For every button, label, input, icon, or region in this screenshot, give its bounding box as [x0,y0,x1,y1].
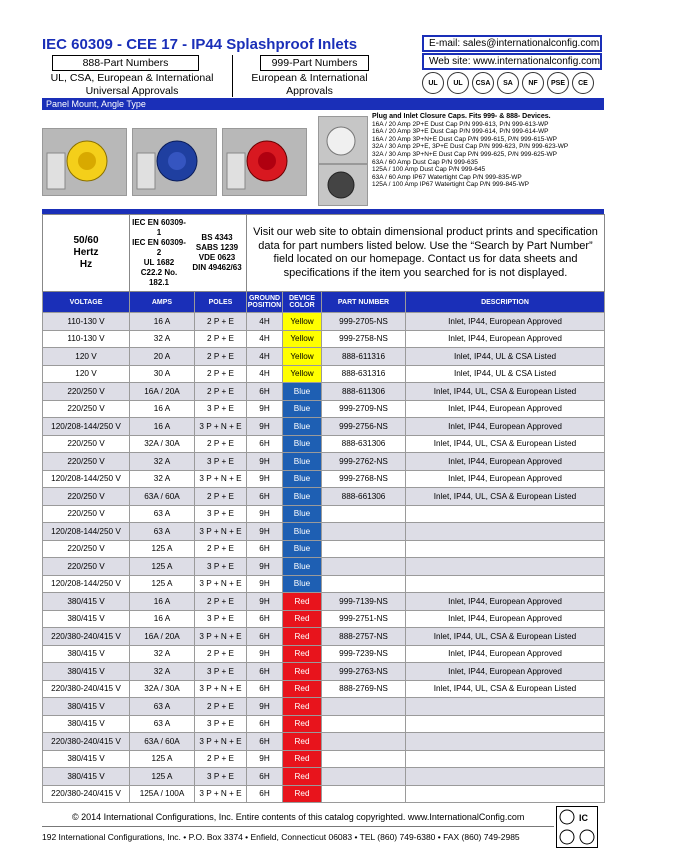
table-body [43,313,605,803]
table-cell: 9H [247,470,283,488]
frequency-cell: 50/60 Hertz Hz [43,215,130,292]
page-title: IEC 60309 - CEE 17 - IP44 Splashproof Inlets [42,36,358,53]
table-cell: 4H [247,348,283,366]
table-cell: 2 P + E [195,365,247,383]
header-divider [232,55,233,97]
table-cell: 6H [247,383,283,401]
table-cell: 6H [247,680,283,698]
table-cell [406,750,605,768]
footer-address: 192 International Configurations, Inc. • P.O. Box 3374 • Enfield, Connecticut 06083 • TEL (860) 749-6380 • FAX (860) 749-2985 [42,832,520,842]
table-row [43,593,605,611]
table-cell: Blue [283,418,322,436]
table-cell: 6H [247,663,283,681]
table-row [43,383,605,401]
caps-line: 32A / 30 Amp 2P+E, 3P+E Dust Cap P/N 999-623, P/N 999-623-WP [372,143,569,151]
table-cell: 63 A [130,715,195,733]
table-cell: 3 P + E [195,715,247,733]
cert-logo-icon: SA [497,72,519,94]
table-cell [322,715,406,733]
table-cell[interactable]: 888-2757-NS [322,628,406,646]
table-cell: 125A / 100A [130,785,195,803]
table-cell: 63 A [130,505,195,523]
table-cell[interactable]: 888-611316 [322,348,406,366]
table-cell: 3 P + N + E [195,470,247,488]
table-cell: 2 P + E [195,593,247,611]
table-cell: 380/415 V [43,663,130,681]
table-row [43,470,605,488]
table-cell [322,698,406,716]
table-cell: 3 P + E [195,610,247,628]
table-cell: 9H [247,575,283,593]
table-cell: 220/250 V [43,558,130,576]
table-cell[interactable]: 999-2751-NS [322,610,406,628]
table-cell: 6H [247,610,283,628]
caps-line: 32A / 30 Amp 3P+N+E Dust Cap P/N 999-625, P/N 999-625-WP [372,150,557,158]
standards-col2 [188,218,246,288]
table-cell: Inlet, IP44, UL, CSA & European Listed [406,435,605,453]
info-row [43,215,605,292]
table-row [43,628,605,646]
table-row [43,453,605,471]
table-cell: 2 P + E [195,330,247,348]
table-cell: Yellow [283,313,322,331]
table-cell: Red [283,785,322,803]
table-cell: 30 A [130,365,195,383]
table-cell: 3 P + E [195,453,247,471]
table-cell: 220/380-240/415 V [43,680,130,698]
table-cell: 32 A [130,470,195,488]
table-cell[interactable]: 999-7239-NS [322,645,406,663]
table-cell: 63A / 60A [130,488,195,506]
table-row [43,348,605,366]
table-cell: 120/208-144/250 V [43,575,130,593]
table-cell[interactable]: 888-2769-NS [322,680,406,698]
yellow-inlet-icon [43,129,126,195]
dust-cap-icon [319,117,367,163]
yellow-inlet-photo [42,128,127,196]
table-row [43,680,605,698]
table-cell[interactable]: 999-2762-NS [322,453,406,471]
table-cell[interactable]: 888-661306 [322,488,406,506]
caps-line: 63A / 60 Amp IP67 Watertight Cap P/N 999-835-WP [372,173,522,181]
blue-inlet-photo [132,128,217,196]
table-cell [406,558,605,576]
table-cell [406,523,605,541]
table-cell: 220/250 V [43,488,130,506]
table-cell: Inlet, IP44, European Approved [406,610,605,628]
part-999-label: 999-Part Numbers [260,55,369,71]
table-cell [322,768,406,786]
table-cell: 3 P + N + E [195,785,247,803]
table-cell: 6H [247,540,283,558]
table-row [43,575,605,593]
section-bar: Panel Mount, Angle Type [42,98,604,110]
table-cell [406,715,605,733]
std2-line: SABS 1239 [195,243,239,252]
table-cell: 2 P + E [195,435,247,453]
table-cell: Inlet, IP44, European Approved [406,400,605,418]
table-cell: 3 P + E [195,558,247,576]
cert-logo-icon: UL [447,72,469,94]
table-cell: Red [283,610,322,628]
cert-logo-icon: NF [522,72,544,94]
table-cell: 220/380-240/415 V [43,785,130,803]
column-header: DESCRIPTION [406,292,605,313]
table-cell: 125 A [130,558,195,576]
table-cell: 125 A [130,768,195,786]
table-cell: 6H [247,715,283,733]
table-cell: 63 A [130,523,195,541]
table-cell: Inlet, IP44, UL & CSA Listed [406,348,605,366]
table-cell: Inlet, IP44, European Approved [406,663,605,681]
caps-line: 16A / 20 Amp 3P+N+E Dust Cap P/N 999-615, P/N 999-615-WP [372,135,557,143]
cert-logo-icon: CSA [472,72,494,94]
caps-line: 63A / 60 Amp Dust Cap P/N 999-635 [372,158,478,166]
table-cell: Inlet, IP44, UL, CSA & European Listed [406,383,605,401]
table-cell[interactable]: 999-2763-NS [322,663,406,681]
table-cell: Blue [283,453,322,471]
table-cell: Blue [283,523,322,541]
table-cell: Red [283,663,322,681]
table-cell: Yellow [283,365,322,383]
table-cell: 380/415 V [43,715,130,733]
table-cell: 220/250 V [43,505,130,523]
table-cell: 9H [247,400,283,418]
table-cell: Red [283,750,322,768]
table-cell [322,785,406,803]
std1-line: C22.2 No. 182.1 [140,268,178,287]
table-cell[interactable]: 999-2756-NS [322,418,406,436]
table-cell[interactable]: 888-611306 [322,383,406,401]
std2-line: DIN 49462/63 [192,263,242,272]
table-cell: 2 P + E [195,750,247,768]
table-cell: 3 P + N + E [195,680,247,698]
ic-logo-icon [557,807,597,847]
table-row [43,698,605,716]
red-inlet-photo [222,128,307,196]
blue-inlet-icon [133,129,216,195]
caps-list [372,113,612,189]
table-cell: 220/250 V [43,540,130,558]
table-cell: Inlet, IP44, European Approved [406,453,605,471]
table-cell[interactable]: 999-2705-NS [322,313,406,331]
table-cell: Blue [283,488,322,506]
table-cell[interactable]: 999-2768-NS [322,470,406,488]
table-cell: 3 P + E [195,400,247,418]
table-cell: Inlet, IP44, European Approved [406,313,605,331]
table-cell: 9H [247,523,283,541]
table-row [43,750,605,768]
table-cell: Blue [283,558,322,576]
table-row [43,540,605,558]
page-icons [556,806,598,848]
footer-copyright: © 2014 International Configurations, Inc. Entire contents of this catalog copyrighted. www.InternationalConfig.com [72,812,525,822]
table-row [43,313,605,331]
part-888-label: 888-Part Numbers [52,55,199,71]
table-cell: 16 A [130,313,195,331]
table-cell: 6H [247,628,283,646]
table-cell [322,540,406,558]
table-cell: 380/415 V [43,593,130,611]
table-cell: 2 P + E [195,313,247,331]
table-cell [406,575,605,593]
table-cell: 220/380-240/415 V [43,733,130,751]
table-cell: 120/208-144/250 V [43,470,130,488]
table-row [43,645,605,663]
table-cell: Red [283,645,322,663]
table-cell: 9H [247,645,283,663]
column-header: POLES [195,292,247,313]
table-cell: Inlet, IP44, UL, CSA & European Listed [406,628,605,646]
table-cell: Blue [283,435,322,453]
table-cell: 3 P + N + E [195,628,247,646]
table-cell: 32 A [130,453,195,471]
table-cell: 4H [247,330,283,348]
table-cell: 380/415 V [43,698,130,716]
table-cell: Inlet, IP44, European Approved [406,470,605,488]
std2-line: BS 4343 [201,233,233,242]
caps-line: 125A / 100 Amp Dust Cap P/N 999-645 [372,166,486,174]
std1-line: UL 1682 [143,258,175,267]
table-cell: 380/415 V [43,750,130,768]
product-table [42,214,605,803]
table-row [43,785,605,803]
table-cell: 9H [247,698,283,716]
table-cell: Blue [283,400,322,418]
table-row [43,558,605,576]
table-cell: 110-130 V [43,313,130,331]
email-link[interactable]: E-mail: sales@internationalconfig.com [422,35,602,52]
cert-logo-icon: PSE [547,72,569,94]
table-cell [322,558,406,576]
table-cell[interactable]: 999-2758-NS [322,330,406,348]
table-cell: Inlet, IP44, European Approved [406,418,605,436]
table-cell[interactable]: 999-2709-NS [322,400,406,418]
caps-heading: Plug and Inlet Closure Caps. Fits 999- & 888- Devices. [372,113,551,120]
table-cell: 120/208-144/250 V [43,418,130,436]
table-row [43,733,605,751]
standards-col1 [130,218,188,288]
table-cell: 2 P + E [195,645,247,663]
table-cell[interactable]: 888-631316 [322,365,406,383]
column-header: DEVICE COLOR [283,292,322,313]
dust-cap-photo [318,116,368,164]
column-header: AMPS [130,292,195,313]
table-cell: 32 A [130,663,195,681]
table-cell: 63 A [130,698,195,716]
table-row [43,663,605,681]
table-cell: 2 P + E [195,383,247,401]
table-cell: Red [283,628,322,646]
table-cell [322,733,406,751]
table-cell: Red [283,698,322,716]
table-header [43,292,605,313]
table-cell [406,505,605,523]
table-cell: 220/250 V [43,453,130,471]
watertight-cap-photo [318,164,368,206]
table-cell: 2 P + E [195,698,247,716]
table-cell: 2 P + E [195,540,247,558]
table-cell: 9H [247,750,283,768]
footer-divider [42,826,554,827]
table-cell: 32 A [130,645,195,663]
table-cell [406,785,605,803]
cert-logo-icon: CE [572,72,594,94]
standards-cell [130,215,247,292]
caps-line: 16A / 20 Amp 2P+E Dust Cap P/N 999-613, P/N 999-613-WP [372,120,549,128]
table-cell: 16A / 20A [130,383,195,401]
table-row [43,505,605,523]
table-cell: Inlet, IP44, UL, CSA & European Listed [406,680,605,698]
table-cell: 220/250 V [43,435,130,453]
column-header: PART NUMBER [322,292,406,313]
table-cell: Red [283,768,322,786]
table-row [43,715,605,733]
column-header: GROUND POSITION [247,292,283,313]
table-cell: 110-130 V [43,330,130,348]
table-cell: 3 P + E [195,663,247,681]
table-row [43,330,605,348]
table-cell: Blue [283,540,322,558]
product-table-wrapper [42,209,604,803]
table-cell: 3 P + E [195,768,247,786]
table-cell: Inlet, IP44, European Approved [406,593,605,611]
table-cell: 4H [247,313,283,331]
table-cell: 63A / 60A [130,733,195,751]
table-cell: Blue [283,383,322,401]
table-cell: 220/250 V [43,383,130,401]
table-cell: Yellow [283,348,322,366]
table-cell: 125 A [130,540,195,558]
table-cell: 16A / 20A [130,628,195,646]
caps-line: 125A / 100 Amp IP67 Watertight Cap P/N 999-845-WP [372,181,529,189]
table-cell: 6H [247,768,283,786]
column-header: VOLTAGE [43,292,130,313]
table-cell[interactable]: 888-631306 [322,435,406,453]
table-cell: Blue [283,470,322,488]
table-cell: 9H [247,593,283,611]
table-cell: 6H [247,488,283,506]
table-cell [406,698,605,716]
table-cell: Red [283,733,322,751]
table-cell: Inlet, IP44, European Approved [406,330,605,348]
table-cell [322,505,406,523]
std1-line: IEC EN 60309-1 [132,218,186,237]
table-cell: 120 V [43,348,130,366]
table-cell: 32 A [130,330,195,348]
table-row [43,610,605,628]
table-cell [406,540,605,558]
table-cell: Blue [283,575,322,593]
table-cell: 380/415 V [43,610,130,628]
table-cell: 16 A [130,610,195,628]
table-cell: 9H [247,418,283,436]
table-row [43,400,605,418]
cert-logo-icon: UL [422,72,444,94]
table-row [43,768,605,786]
table-row [43,418,605,436]
table-cell: 220/380-240/415 V [43,628,130,646]
table-cell: 32A / 30A [130,435,195,453]
svg-text:IC: IC [579,813,588,823]
table-cell: 2 P + E [195,348,247,366]
table-cell: Blue [283,505,322,523]
table-cell: 6H [247,435,283,453]
table-cell: 6H [247,785,283,803]
visit-note: Visit our web site to obtain dimensional product prints and specification data for part numbers listed below. Use the “Search by Part Number” field located on our homepage. Contact us for data sheets and specifications if the item you searched for is not displayed. [247,215,605,292]
table-cell: Red [283,593,322,611]
std2-line: VDE 0623 [198,253,236,262]
table-cell: 125 A [130,750,195,768]
table-cell: 20 A [130,348,195,366]
table-cell: 220/250 V [43,400,130,418]
red-inlet-icon [223,129,306,195]
table-cell: 380/415 V [43,645,130,663]
watertight-cap-icon [319,165,367,205]
table-cell: Inlet, IP44, European Approved [406,645,605,663]
table-row [43,365,605,383]
table-cell: Red [283,715,322,733]
table-cell: 125 A [130,575,195,593]
table-cell [322,750,406,768]
table-cell: 32A / 30A [130,680,195,698]
table-cell [322,523,406,541]
table-cell: 3 P + N + E [195,575,247,593]
cert-999-text: European & International Approvals [251,72,368,97]
table-cell: 16 A [130,418,195,436]
table-cell[interactable]: 999-7139-NS [322,593,406,611]
table-cell: 3 P + N + E [195,418,247,436]
table-cell: Yellow [283,330,322,348]
table-cell: Red [283,680,322,698]
table-row [43,488,605,506]
standards-inner [130,218,246,288]
table-cell: 4H [247,365,283,383]
table-cell: 120/208-144/250 V [43,523,130,541]
table-cell [406,768,605,786]
table-cell: Inlet, IP44, UL, CSA & European Listed [406,488,605,506]
table-row [43,523,605,541]
table-cell: 9H [247,453,283,471]
table-cell: 3 P + N + E [195,523,247,541]
table-cell: Inlet, IP44, UL & CSA Listed [406,365,605,383]
table-cell: 9H [247,505,283,523]
table-cell: 16 A [130,593,195,611]
table-cell: 2 P + E [195,488,247,506]
table-row [43,435,605,453]
table-cell: 9H [247,558,283,576]
table-cell: 3 P + N + E [195,733,247,751]
table-cell [406,733,605,751]
caps-lines [372,121,612,189]
cert-logos [422,70,600,96]
caps-line: 16A / 20 Amp 3P+E Dust Cap P/N 999-614, P/N 999-614-WP [372,128,549,136]
table-cell: 3 P + E [195,505,247,523]
table-cell: 120 V [43,365,130,383]
website-link[interactable]: Web site: www.internationalconfig.com [422,53,602,70]
table-cell: 16 A [130,400,195,418]
table-cell: 380/415 V [43,768,130,786]
std1-line: IEC EN 60309-2 [132,238,186,257]
table-cell: 6H [247,733,283,751]
table-cell [322,575,406,593]
cert-888-text: UL, CSA, European & International Universal Approvals [50,72,214,97]
